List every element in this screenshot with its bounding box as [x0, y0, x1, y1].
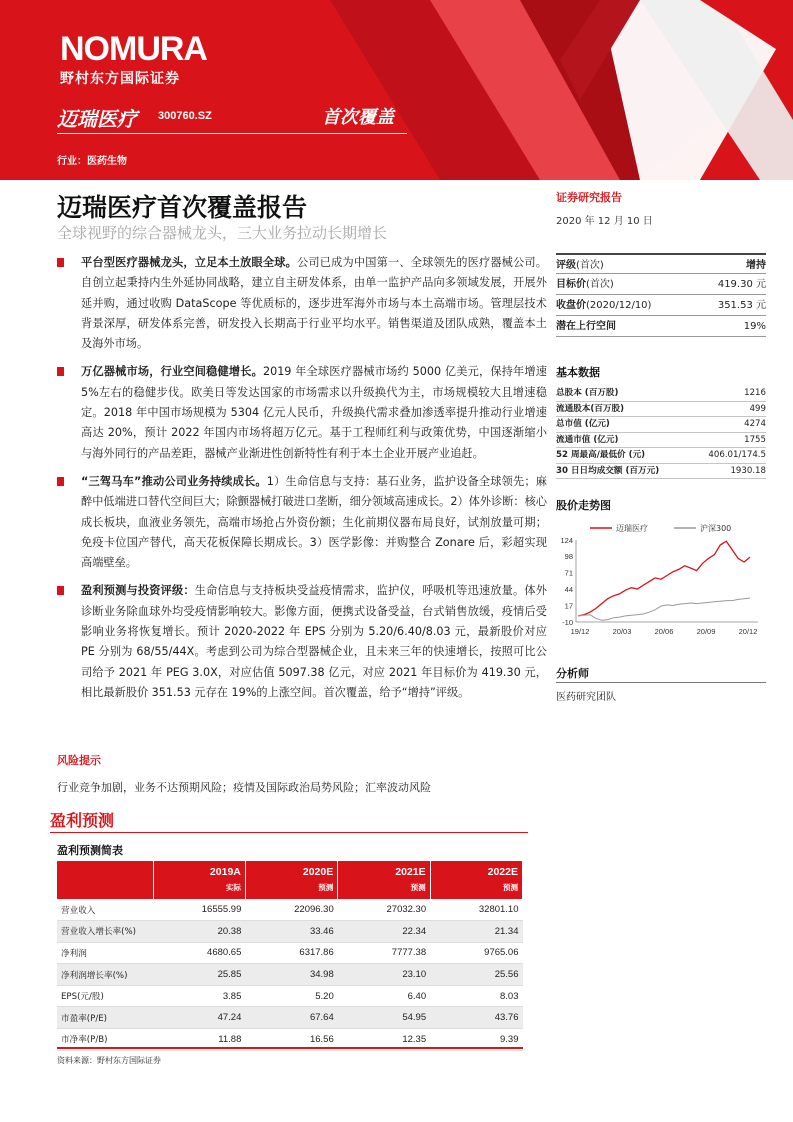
table-cell: 54.95 [338, 1007, 430, 1029]
table-cell: 22.34 [338, 921, 430, 943]
basic-data-table [556, 386, 766, 479]
basic-label: 总股本 (百万股) [556, 388, 619, 398]
main-body [57, 253, 547, 711]
report-subtitle: 全球视野的综合器械龙头，三大业务拉动长期增长 [57, 224, 388, 242]
rating-table [556, 253, 766, 337]
column-header: 2021E 预测 [338, 861, 430, 899]
report-date: 2020 年 12 月 10 日 [556, 216, 653, 227]
column-header: 2020E 预测 [245, 861, 337, 899]
basic-row [556, 433, 766, 449]
risk-title: 风险提示 [57, 754, 101, 767]
row-label: 市净率(P/B) [57, 1029, 153, 1051]
rating-note: (2020/12/10) [586, 300, 652, 311]
basic-label: 流通市值 (亿元) [556, 434, 619, 445]
paragraph [57, 253, 547, 354]
basic-value: 1216 [744, 388, 766, 398]
rating-label: 潜在上行空间 [556, 321, 616, 332]
table-row [57, 942, 523, 964]
basic-row [556, 417, 766, 433]
rating-note: (首次) [576, 260, 604, 271]
basic-value: 1930.18 [730, 465, 766, 476]
rating-row [556, 316, 766, 337]
industry-label: 行业：医药生物 [57, 156, 127, 167]
table-row [57, 964, 523, 986]
rating-label: 收盘价 [556, 300, 586, 311]
paragraph [57, 472, 547, 573]
analyst-title: 分析师 [556, 667, 589, 680]
table-cell: 16.56 [245, 1029, 337, 1051]
y-tick-label: 44 [564, 584, 573, 594]
header-banner [0, 0, 793, 180]
basic-label: 30 日日均成交额 (百万元) [556, 465, 660, 476]
y-tick-label: 17 [564, 601, 573, 611]
stock-code: 300760.SZ [158, 110, 212, 122]
table-cell: 5.20 [245, 985, 337, 1007]
basic-value: 1755 [744, 434, 766, 445]
column-header: 2019A 实际 [153, 861, 245, 899]
legend-label: 沪深300 [700, 524, 732, 533]
paragraph-lead: “三驾马车”推动公司业务持续成长。 [81, 474, 267, 488]
basic-label: 流通股本(百万股) [556, 403, 625, 414]
table-cell: 22096.30 [245, 899, 337, 921]
bullet-marker [57, 477, 64, 486]
header-blank [57, 861, 153, 899]
basic-row [556, 448, 766, 464]
series-line-mindray [578, 541, 750, 616]
bullet-marker [57, 258, 64, 267]
basic-value: 4274 [744, 419, 766, 429]
row-label: 市盈率(P/E) [57, 1007, 153, 1029]
y-tick-label: -10 [562, 618, 573, 627]
x-tick-label: 20/03 [612, 627, 632, 636]
basic-label: 总市值 (亿元) [556, 419, 610, 429]
table-cell: 27032.30 [338, 899, 430, 921]
rating-row [556, 253, 766, 274]
source-note: 资料来源：野村东方国际证券 [57, 1056, 161, 1065]
rating-row [556, 274, 766, 295]
table-cell: 16555.99 [153, 899, 245, 921]
table-cell: 11.88 [153, 1029, 245, 1051]
rating-value: 351.53 元 [717, 300, 766, 311]
coverage-label: 首次覆盖 [322, 107, 394, 128]
table-cell: 4680.65 [153, 942, 245, 964]
table-cell: 9.39 [430, 1029, 522, 1051]
x-tick-label: 19/12 [570, 627, 590, 636]
table-cell: 43.76 [430, 1007, 522, 1029]
paragraph-lead: 万亿器械市场，行业空间稳健增长。 [81, 365, 263, 379]
rating-label: 评级 [556, 260, 576, 271]
forecast-bottom-rule [57, 1047, 523, 1049]
column-header: 2022E 预测 [430, 861, 522, 899]
paragraph-lead: 平台型医疗器械龙头，立足本土放眼全球。 [81, 256, 298, 269]
rating-row [556, 295, 766, 316]
y-tick-label: 98 [564, 551, 573, 561]
table-row [57, 985, 523, 1007]
table-cell: 34.98 [245, 964, 337, 986]
table-cell: 9765.06 [430, 942, 522, 964]
table-cell: 25.56 [430, 964, 522, 986]
table-cell: 8.03 [430, 985, 522, 1007]
stock-chart-title: 股价走势图 [556, 499, 611, 512]
table-cell: 25.85 [153, 964, 245, 986]
paragraph-text: 1）生命信息与支持：基石业务，监护设备全球领先；麻醉中低端进口替代空间巨大；除颤器械打破进口垄断，细分领域高速成长。2）体外诊断：核心成长板块，血液业务领先，高端市场抢占外资份额；生化前期仪器布局良好，试剂放量可期；免疫卡位国产替代，高天花板保障长期成长。3）医学影像：并购整合 Zonare 后，彩超实现高端壁垒。 [81, 474, 547, 570]
row-label: 净利润增长率(%) [57, 964, 153, 986]
logo-cn: 野村东方国际证券 [60, 71, 180, 87]
paragraph-text: 公司已成为中国第一、全球领先的医疗器械公司。自创立起秉持内生外延协同战略，建立自主研发体系，由单一监护产品向多领域发展，开展外延并购，通过收购 DataScope 等优质标的，逐步进军海外市场与本土高端市场。管理层技术背景深厚，研发体系完善，研发投入长期高于行业平均水平。销售渠道及团队成熟，覆盖本土及海外市场。 [81, 256, 547, 351]
table-cell: 47.24 [153, 1007, 245, 1029]
table-row [57, 899, 523, 921]
basic-data-title: 基本数据 [556, 366, 600, 379]
report-type: 证券研究报告 [556, 191, 622, 204]
x-tick-label: 20/06 [654, 627, 674, 636]
table-cell: 12.35 [338, 1029, 430, 1051]
table-cell: 21.34 [430, 921, 522, 943]
basic-row [556, 464, 766, 480]
basic-value: 499 [749, 403, 766, 414]
company-name: 迈瑞医疗 [57, 107, 137, 131]
analyst-divider [556, 682, 766, 683]
row-label: EPS(元/股) [57, 985, 153, 1007]
table-cell: 7777.38 [338, 942, 430, 964]
table-row [57, 921, 523, 943]
paragraph [57, 362, 547, 463]
rating-value: 19% [743, 321, 766, 332]
paragraph-text: 2019 年全球医疗器械市场约 5000 亿美元，保持年增速 5%左右的稳健步伐。欧美日等发达国家的市场需求以升级换代为主，市场规模较大且增速稳定。2018 年中国市场规模为 5304 亿元人民币，升级换代需求叠加渗透率提升推动行业增速高达 20%，预计 2022 年国内市场将超万亿元。基于工程师红利与政策优势，中国逐渐缩小与海外同行的产品差距，器械产业渐进性创新特性有利于本土企业开展产业追赶。 [81, 365, 547, 460]
y-tick-label: 71 [564, 568, 573, 578]
analyst-name: 医药研究团队 [556, 692, 616, 703]
report-title: 迈瑞医疗首次覆盖报告 [57, 193, 308, 222]
bullet-marker [57, 586, 64, 595]
table-cell: 6.40 [338, 985, 430, 1007]
rating-value: 419.30 元 [717, 279, 766, 290]
row-label: 净利润 [57, 942, 153, 964]
table-row [57, 1007, 523, 1029]
row-label: 营业收入 [57, 899, 153, 921]
risk-text: 行业竞争加剧，业务不达预期风险；疫情及国际政治局势风险；汇率波动风险 [57, 781, 431, 794]
x-tick-label: 20/09 [696, 627, 716, 636]
forecast-section-title: 盈利预测 [50, 811, 115, 830]
paragraph-lead: 盈利预测与投资评级： [81, 584, 195, 598]
legend-label: 迈瑞医疗 [616, 524, 648, 533]
table-cell: 6317.86 [245, 942, 337, 964]
basic-row [556, 402, 766, 418]
y-tick-label: 124 [560, 536, 573, 545]
row-label: 营业收入增长率(%) [57, 921, 153, 943]
paragraph-text: 生命信息与支持板块受益疫情需求，监护仪，呼吸机等迅速放量。体外诊断业务除血球外均受疫情影响较大。影像方面，便携式设备受益，台式销售放缓，疫情后受影响业务将恢复增长。预计 2020-2022 年 EPS 分别为 5.20/6.40/8.03 元，最新股价对应 PE 分别为 68/55/44X。考虑到公司为综合型器械企业，且未来三年的快速增长，按照可比公司给予 2021 年 PEG 3.0X，对应估值 5097.38 亿元，对应 2021 年目标价为 419.30 元，相比最新股价 351.53 元存在 19%的上涨空间。首次覆盖，给予“增持”评级。 [81, 584, 547, 699]
stock-chart-svg [556, 518, 766, 640]
rating-note: (首次) [586, 279, 614, 290]
table-cell: 33.46 [245, 921, 337, 943]
basic-row [556, 386, 766, 402]
nomura-logo: NOMURA [60, 30, 207, 68]
basic-label: 52 周最高/最低价 (元) [556, 450, 646, 460]
table-cell: 3.85 [153, 985, 245, 1007]
rating-label: 目标价 [556, 279, 586, 290]
stock-chart [556, 518, 766, 640]
table-cell: 67.64 [245, 1007, 337, 1029]
forecast-table [57, 861, 523, 1051]
paragraph [57, 581, 547, 703]
forecast-header-row [57, 861, 523, 899]
x-tick-label: 20/12 [738, 627, 758, 636]
table-cell: 23.10 [338, 964, 430, 986]
table-cell: 20.38 [153, 921, 245, 943]
header-divider [57, 133, 407, 134]
bullet-marker [57, 367, 64, 376]
basic-value: 406.01/174.5 [708, 450, 766, 460]
table-cell: 32801.10 [430, 899, 522, 921]
forecast-table-title: 盈利预测简表 [57, 844, 123, 857]
rating-value: 增持 [746, 260, 766, 271]
forecast-divider [50, 832, 528, 833]
